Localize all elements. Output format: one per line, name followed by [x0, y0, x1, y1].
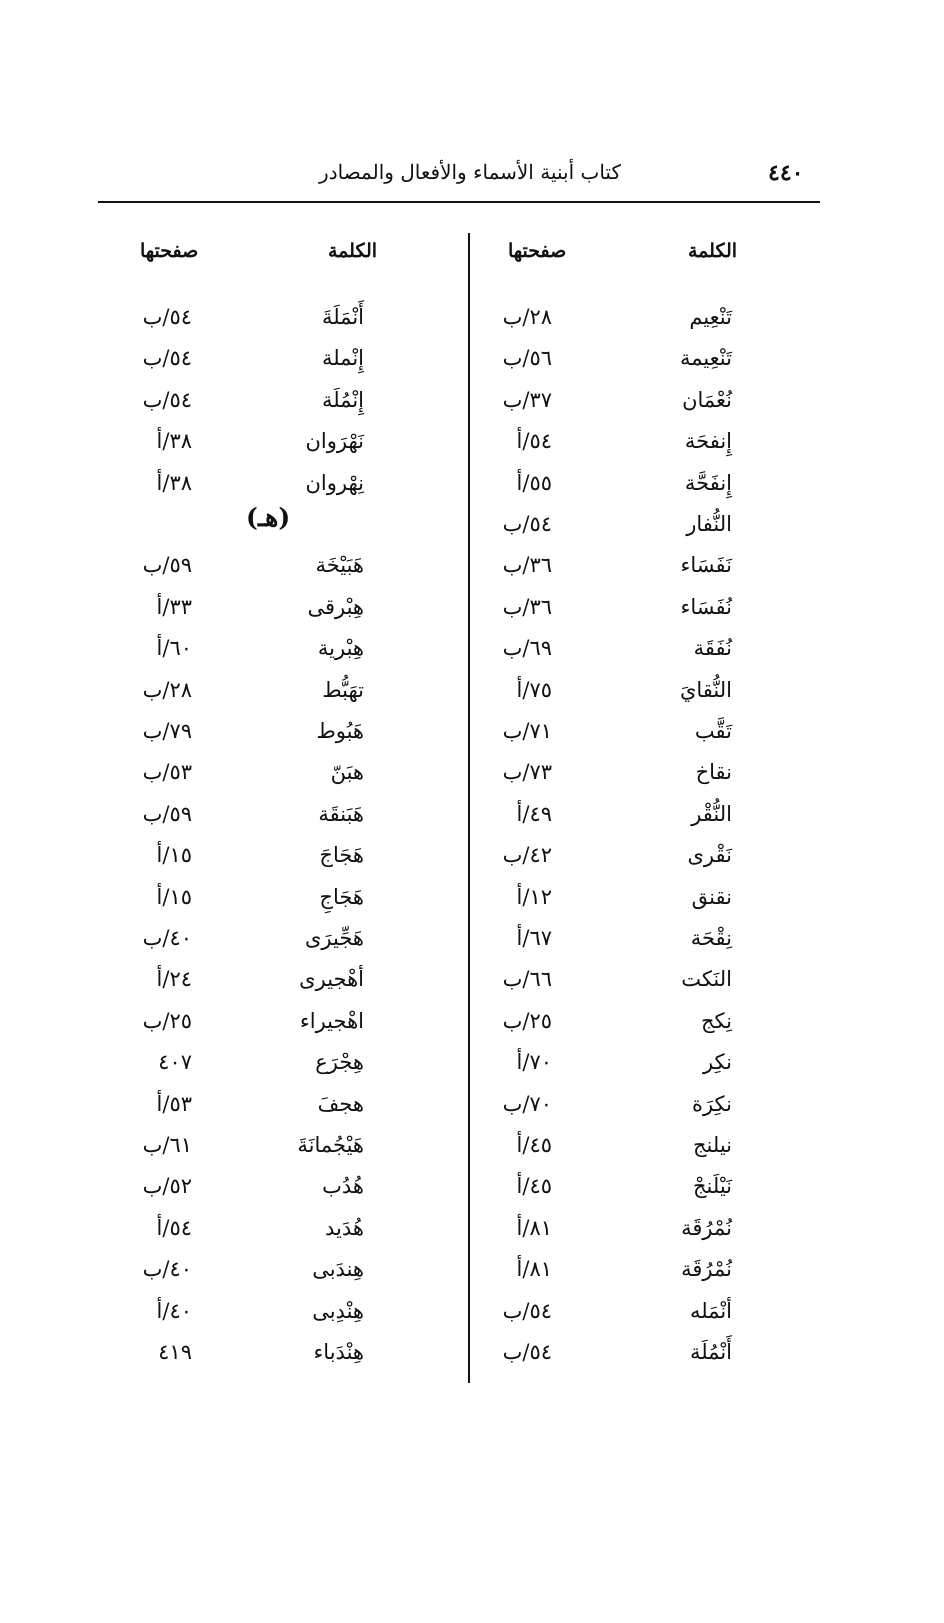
index-word: أنْمَله: [689, 1298, 732, 1323]
index-word: نِهْروان: [305, 470, 364, 495]
index-page-ref: ٧٠/ب: [502, 1091, 552, 1116]
index-page-ref: ١٥/أ: [156, 884, 192, 909]
right-column-page-heading: صفحتها: [508, 240, 567, 262]
index-word: تَقَّب: [694, 719, 732, 743]
index-page-ref: ٤٥/أ: [516, 1133, 552, 1157]
index-page-ref: ٢٥/ب: [142, 1008, 192, 1033]
index-word: تَنْعِيمة: [679, 346, 732, 371]
index-page-ref: ٤٠/ب: [142, 926, 192, 950]
index-page-ref: ٥٩/ب: [142, 801, 192, 826]
index-page-ref: ٥٦/ب: [502, 346, 552, 371]
index-page-ref: ٣٧/ب: [502, 387, 552, 412]
index-page-ref: ٥٤/ب: [142, 387, 192, 412]
index-page-ref: ٧٩/ب: [142, 719, 192, 743]
index-word: نُمْرُقَة: [681, 1215, 732, 1240]
index-page-ref: ٣٣/أ: [156, 594, 192, 619]
index-page-ref: ٣٨/أ: [156, 429, 192, 454]
index-word: هُدَيد: [325, 1215, 364, 1240]
index-word: اهْجيراء: [299, 1008, 364, 1033]
index-page-ref: ٥٤/ب: [142, 346, 192, 371]
index-page-ref: ٥٤/ب: [502, 512, 552, 536]
section-letter: (هـ): [246, 503, 291, 532]
index-word: هَبَيْخَة: [315, 553, 364, 578]
index-page-ref: ٤٠/أ: [156, 1298, 192, 1323]
left-column-word-heading: الكلمة: [328, 240, 378, 262]
index-page-ref: ٥٢/ب: [142, 1174, 192, 1199]
index-word: إِنفحَة: [684, 429, 732, 454]
index-word: نَفَسَاء: [680, 553, 732, 578]
index-page-ref: ٥٩/ب: [142, 553, 192, 578]
index-word: هِبْرية: [317, 636, 364, 661]
right-column-word-heading: الكلمة: [688, 240, 738, 262]
index-page-ref: ٧١/ب: [502, 719, 552, 743]
index-word: هَجَاجَ: [319, 843, 364, 868]
index-page-ref: ٦٩/ب: [502, 636, 552, 661]
index-word: نكِرَة: [691, 1091, 732, 1116]
index-page-ref: ٦٠/أ: [156, 636, 192, 661]
index-word: هبَنّ: [330, 760, 364, 785]
index-page-ref: ٢٨/ب: [142, 677, 192, 702]
index-page-ref: ٤٥/أ: [516, 1174, 552, 1199]
index-word: النُّقايَ: [679, 677, 732, 702]
index-word: نَقْرى: [687, 843, 732, 868]
index-word: إِنْملة: [321, 346, 364, 371]
index-word: هجفَ: [317, 1091, 364, 1116]
index-word: نيلنج: [692, 1133, 732, 1157]
index-page-ref: ٣٨/أ: [156, 470, 192, 495]
index-page-ref: ٦٧/أ: [516, 926, 552, 950]
index-word: نُعْمَان: [682, 387, 732, 412]
index-word: هِنْدَباء: [313, 1340, 364, 1364]
index-page-ref: ٥٤/ب: [142, 305, 192, 329]
index-word: هِنْدِبى: [312, 1298, 364, 1323]
index-page-ref: ٥٥/أ: [516, 470, 552, 495]
index-word: النُّفار: [686, 512, 732, 536]
index-page-ref: ١٥/أ: [156, 843, 192, 868]
index-word: نَيْلَنجْ: [692, 1174, 732, 1199]
index-page-ref: ٤٢/ب: [502, 843, 552, 868]
index-word: النُّقْر: [691, 801, 732, 826]
index-page-ref: ٧٣/ب: [502, 760, 552, 785]
running-title: كتاب أبنية الأسماء والأفعال والمصادر: [319, 160, 621, 184]
index-page-ref: ٥٤/ب: [502, 1340, 552, 1364]
index-word: هَجِّيرَى: [305, 926, 364, 950]
index-page-ref: ٥٣/أ: [156, 1091, 192, 1116]
index-page-ref: ٢٤/أ: [156, 967, 192, 992]
index-word: نُفَسَاء: [680, 594, 732, 619]
column-divider: [468, 233, 470, 1383]
index-word: هَبَنقَة: [318, 801, 364, 826]
index-page-ref: ١٢/أ: [516, 884, 552, 909]
index-word: نُفَقَة: [693, 636, 732, 661]
index-page-ref: ٧٥/أ: [516, 677, 552, 702]
index-word: النَكت: [681, 967, 732, 992]
index-word: إِنْمُلَة: [321, 387, 364, 412]
index-page-ref: ٤٠٧: [158, 1050, 192, 1075]
index-word: أهْجيرى: [299, 967, 364, 992]
index-page-ref: ٤٩/أ: [516, 801, 552, 826]
index-page-ref: ٦١/ب: [142, 1133, 192, 1157]
index-word: هِندَبى: [312, 1257, 364, 1282]
index-page-ref: ٣٦/ب: [502, 594, 552, 619]
index-word: هَبُوط: [316, 719, 364, 743]
index-word: نُمْرُقَة: [681, 1257, 732, 1282]
index-page-ref: ٧٠/أ: [516, 1050, 552, 1075]
index-page-ref: ٣٦/ب: [502, 553, 552, 578]
index-page-ref: ٢٨/ب: [502, 305, 552, 329]
index-page-ref: ٢٥/ب: [502, 1008, 552, 1033]
index-page-ref: ٥٤/ب: [502, 1298, 552, 1323]
index-word: نقاخ: [695, 760, 732, 785]
index-word: إِنفَحَّة: [684, 470, 732, 495]
left-column-page-heading: صفحتها: [140, 240, 199, 262]
index-word: تهَبُّط: [322, 677, 364, 702]
index-word: هَجَاجِ: [319, 884, 364, 909]
index-word: نِقْحَة: [690, 926, 732, 950]
index-word: نِكج: [701, 1008, 732, 1033]
page-number: ٤٤٠: [768, 160, 804, 186]
index-page-ref: ٤٠/ب: [142, 1257, 192, 1282]
index-word: هُدُب: [322, 1174, 364, 1199]
index-page-ref: ٨١/أ: [516, 1257, 552, 1282]
index-page-ref: ٥٤/أ: [516, 429, 552, 454]
index-word: أَنْمَلَةَ: [321, 305, 364, 329]
index-page-ref: ٥٤/أ: [156, 1215, 192, 1240]
index-word: نكِر: [702, 1050, 732, 1075]
header-rule: [98, 201, 820, 203]
index-page-ref: ٥٣/ب: [142, 760, 192, 785]
index-word: نَهْرَوان: [305, 429, 364, 454]
index-word: نقنق: [691, 884, 732, 909]
index-page-ref: ٦٦/ب: [502, 967, 552, 992]
index-word: هِجْرَع: [315, 1050, 364, 1075]
index-page-ref: ٤١٩: [158, 1340, 192, 1364]
index-word: هَيْجُمانَةَ: [297, 1133, 364, 1157]
index-page-ref: ٨١/أ: [516, 1215, 552, 1240]
index-word: تَنْعِيم: [689, 305, 732, 329]
index-word: أَنْمُلَة: [689, 1340, 732, 1364]
index-word: هِبْرقى: [307, 594, 364, 619]
